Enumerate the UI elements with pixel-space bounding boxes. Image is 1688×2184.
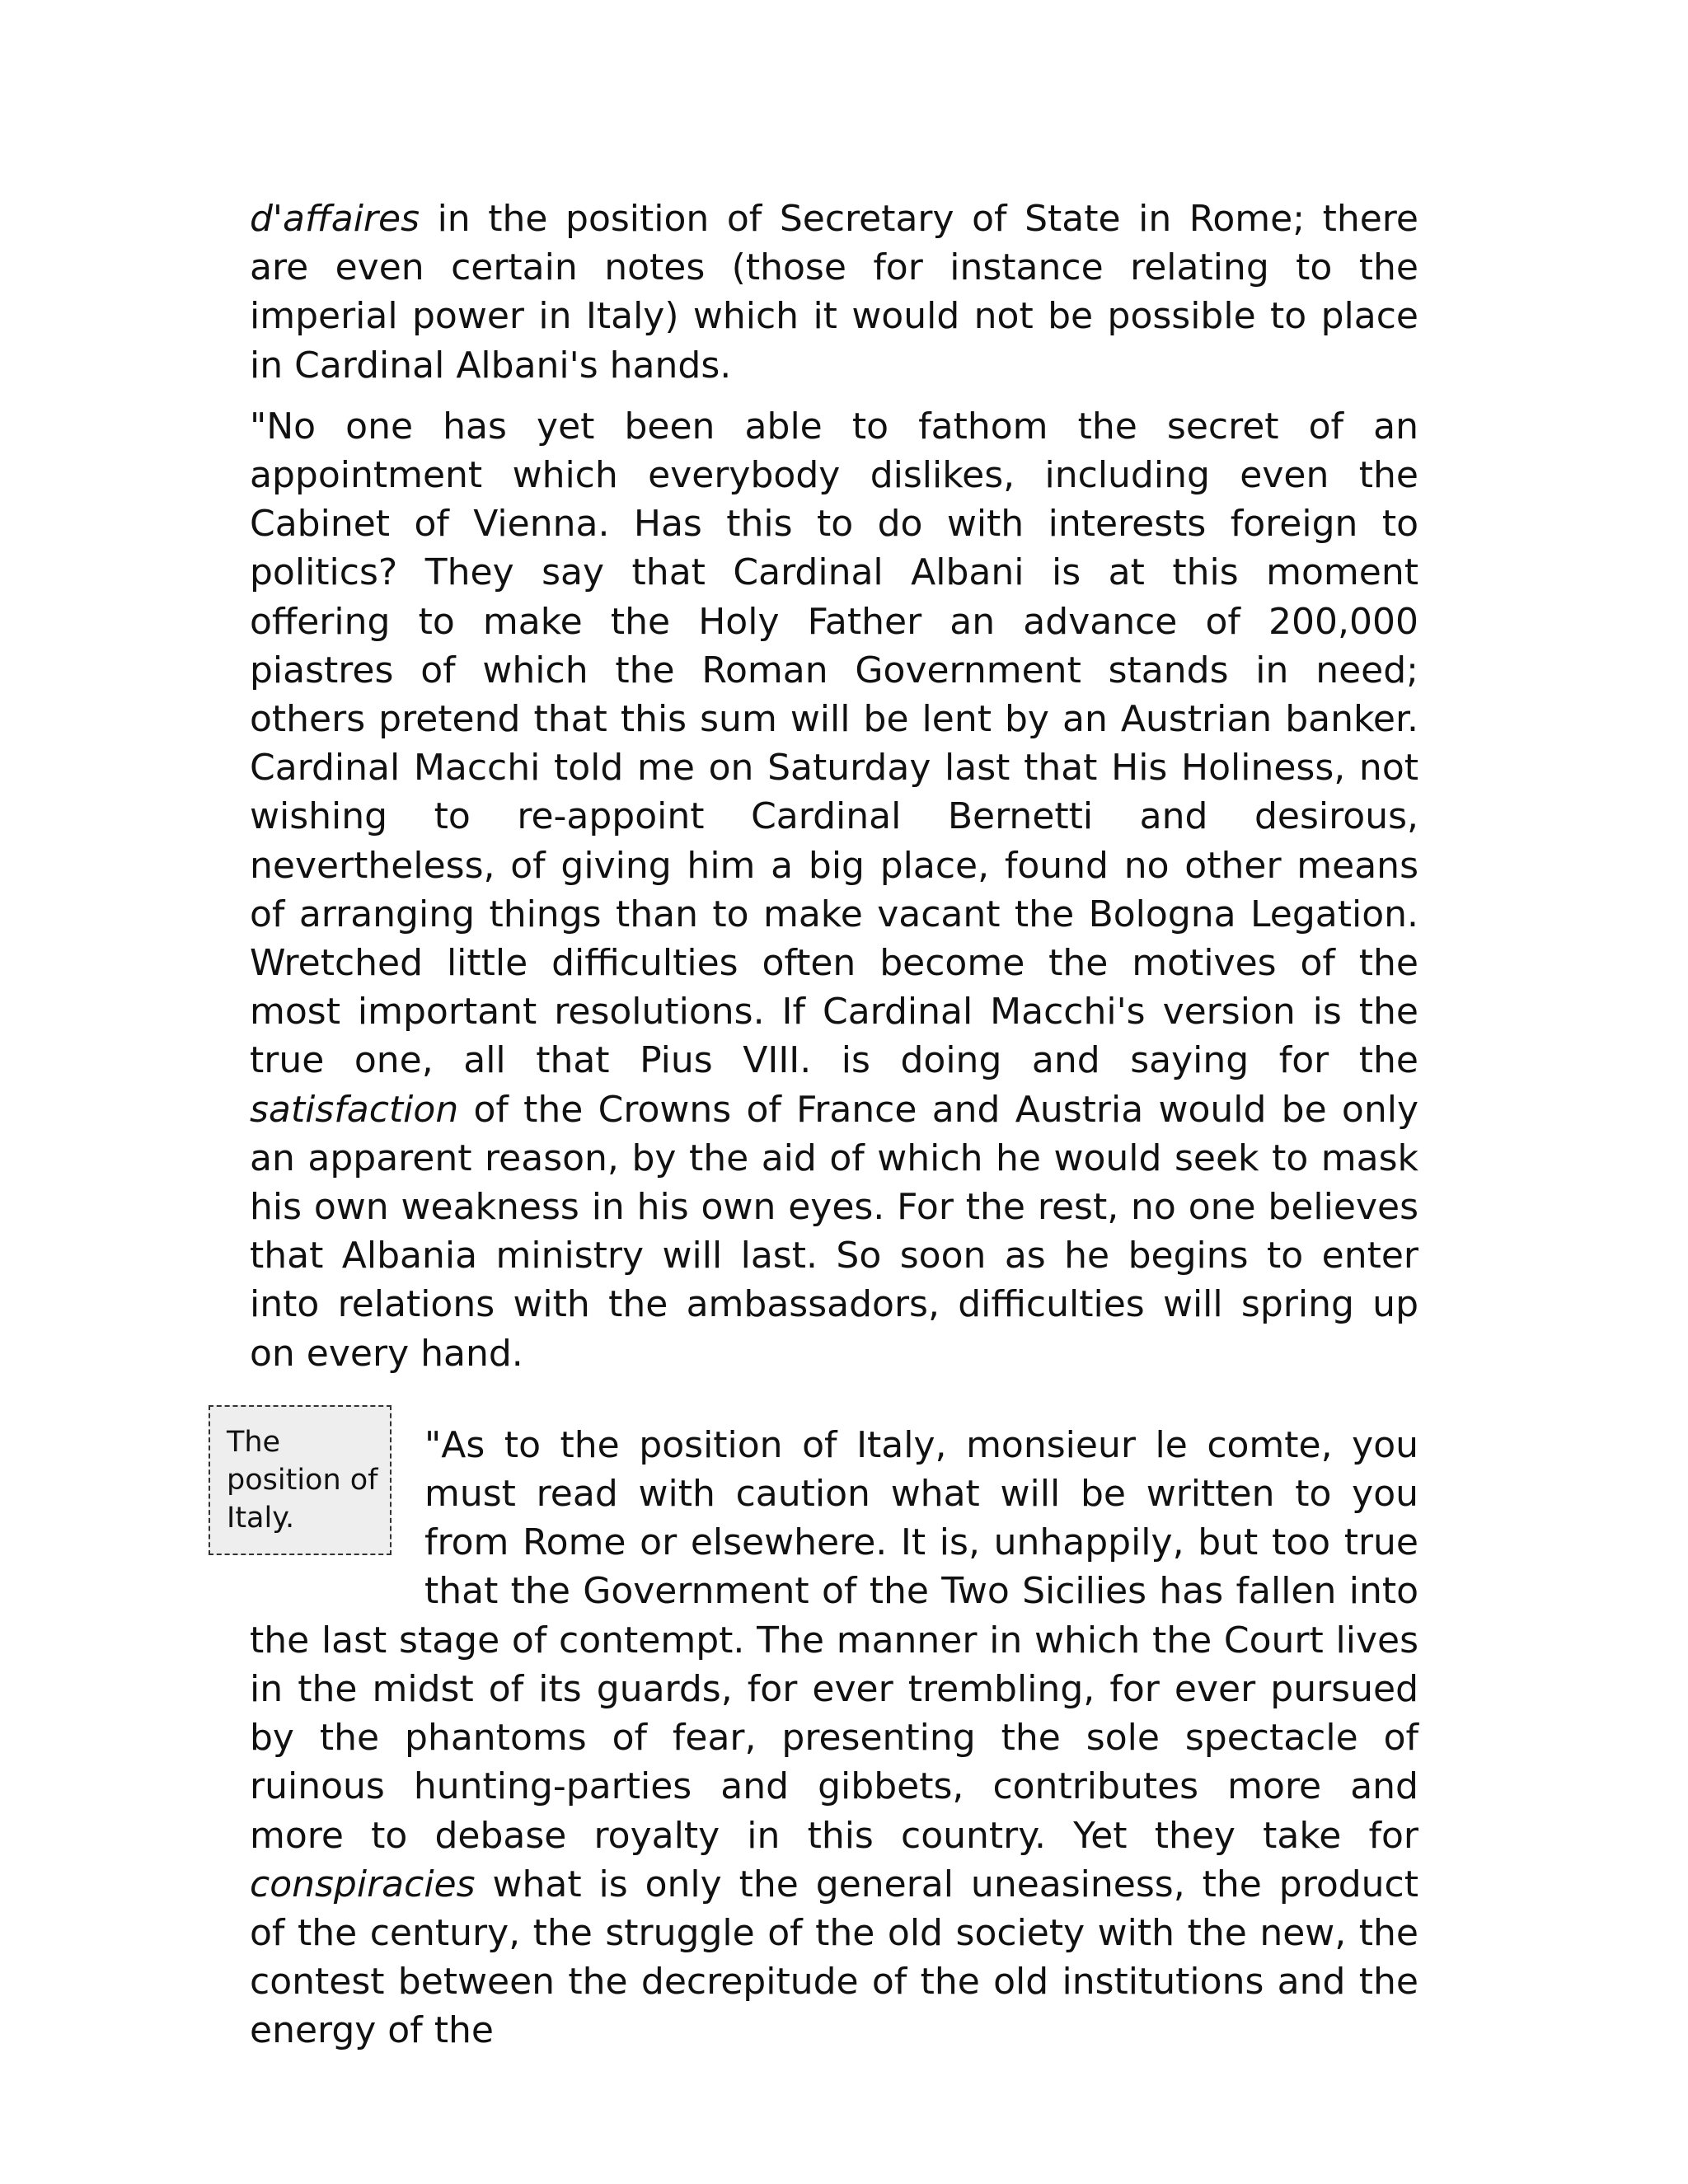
italic-phrase: conspiracies	[250, 1863, 476, 1905]
paragraph-text: "As to the position of Italy, monsieur le comte, you must read with caution what will be written to you from Rome or elsewhere. It is, unhappily, but too true that the Government of the Two Sicilies has fallen into the last stage of contempt. The manner in which the Court lives in the midst of its guards, for ever trembling, for ever pursued by the phantoms of fear, presenting the sole spectacle of ruinous hunting-parties and gibbets, contributes more and more to debase royalty in this country. Yet they take for	[250, 1423, 1418, 1857]
paragraph-albani-appointment	[250, 402, 1418, 1378]
paragraph-text: in the position of Secretary of State in Rome; there are even certain notes (those for instance relating to the imperial power in Italy) which it would not be possible to place in Cardinal Albani's hands.	[250, 198, 1418, 387]
paragraph-text: what is only the general uneasiness, the product of the century, the struggle of the old society with the new, the contest between the decrepitude of the old institutions and the energy of the	[250, 1863, 1418, 2052]
margin-sidenote: The position of Italy.	[209, 1405, 392, 1555]
section-gap	[250, 1378, 1418, 1421]
paragraph-continuation	[250, 194, 1418, 390]
paragraph-text: of the Crowns of France and Austria would be only an apparent reason, by the aid of which he would seek to mask his own weakness in his own eyes. For the rest, no one believes that Albania ministry will last. So soon as he begins to enter into relations with the ambassadors, difficulties will spring up on every hand.	[250, 1088, 1418, 1375]
paragraph-text: "No one has yet been able to fathom the secret of an appointment which everybody dislikes, including even the Cabinet of Vienna. Has this to do with interests foreign to politics? They say that Cardinal Albani is at this moment offering to make the Holy Father an advance of 200,000 piastres of which the Roman Government stands in need; others pretend that this sum will be lent by an Austrian banker. Cardinal Macchi told me on Saturday last that His Holiness, not wishing to re-appoint Cardinal Bernetti and desirous, nevertheless, of giving him a big place, found no other means of arranging things than to make vacant the Bologna Legation. Wretched little difficulties often become the motives of the most important resolutions. If Cardinal Macchi's version is the true one, all that Pius VIII. is doing and saying for the	[250, 405, 1418, 1082]
paragraph-position-of-italy	[250, 1421, 1418, 2055]
italic-phrase: satisfaction	[250, 1088, 459, 1131]
document-body	[250, 194, 1418, 2055]
italic-phrase: d'affaires	[250, 198, 420, 240]
